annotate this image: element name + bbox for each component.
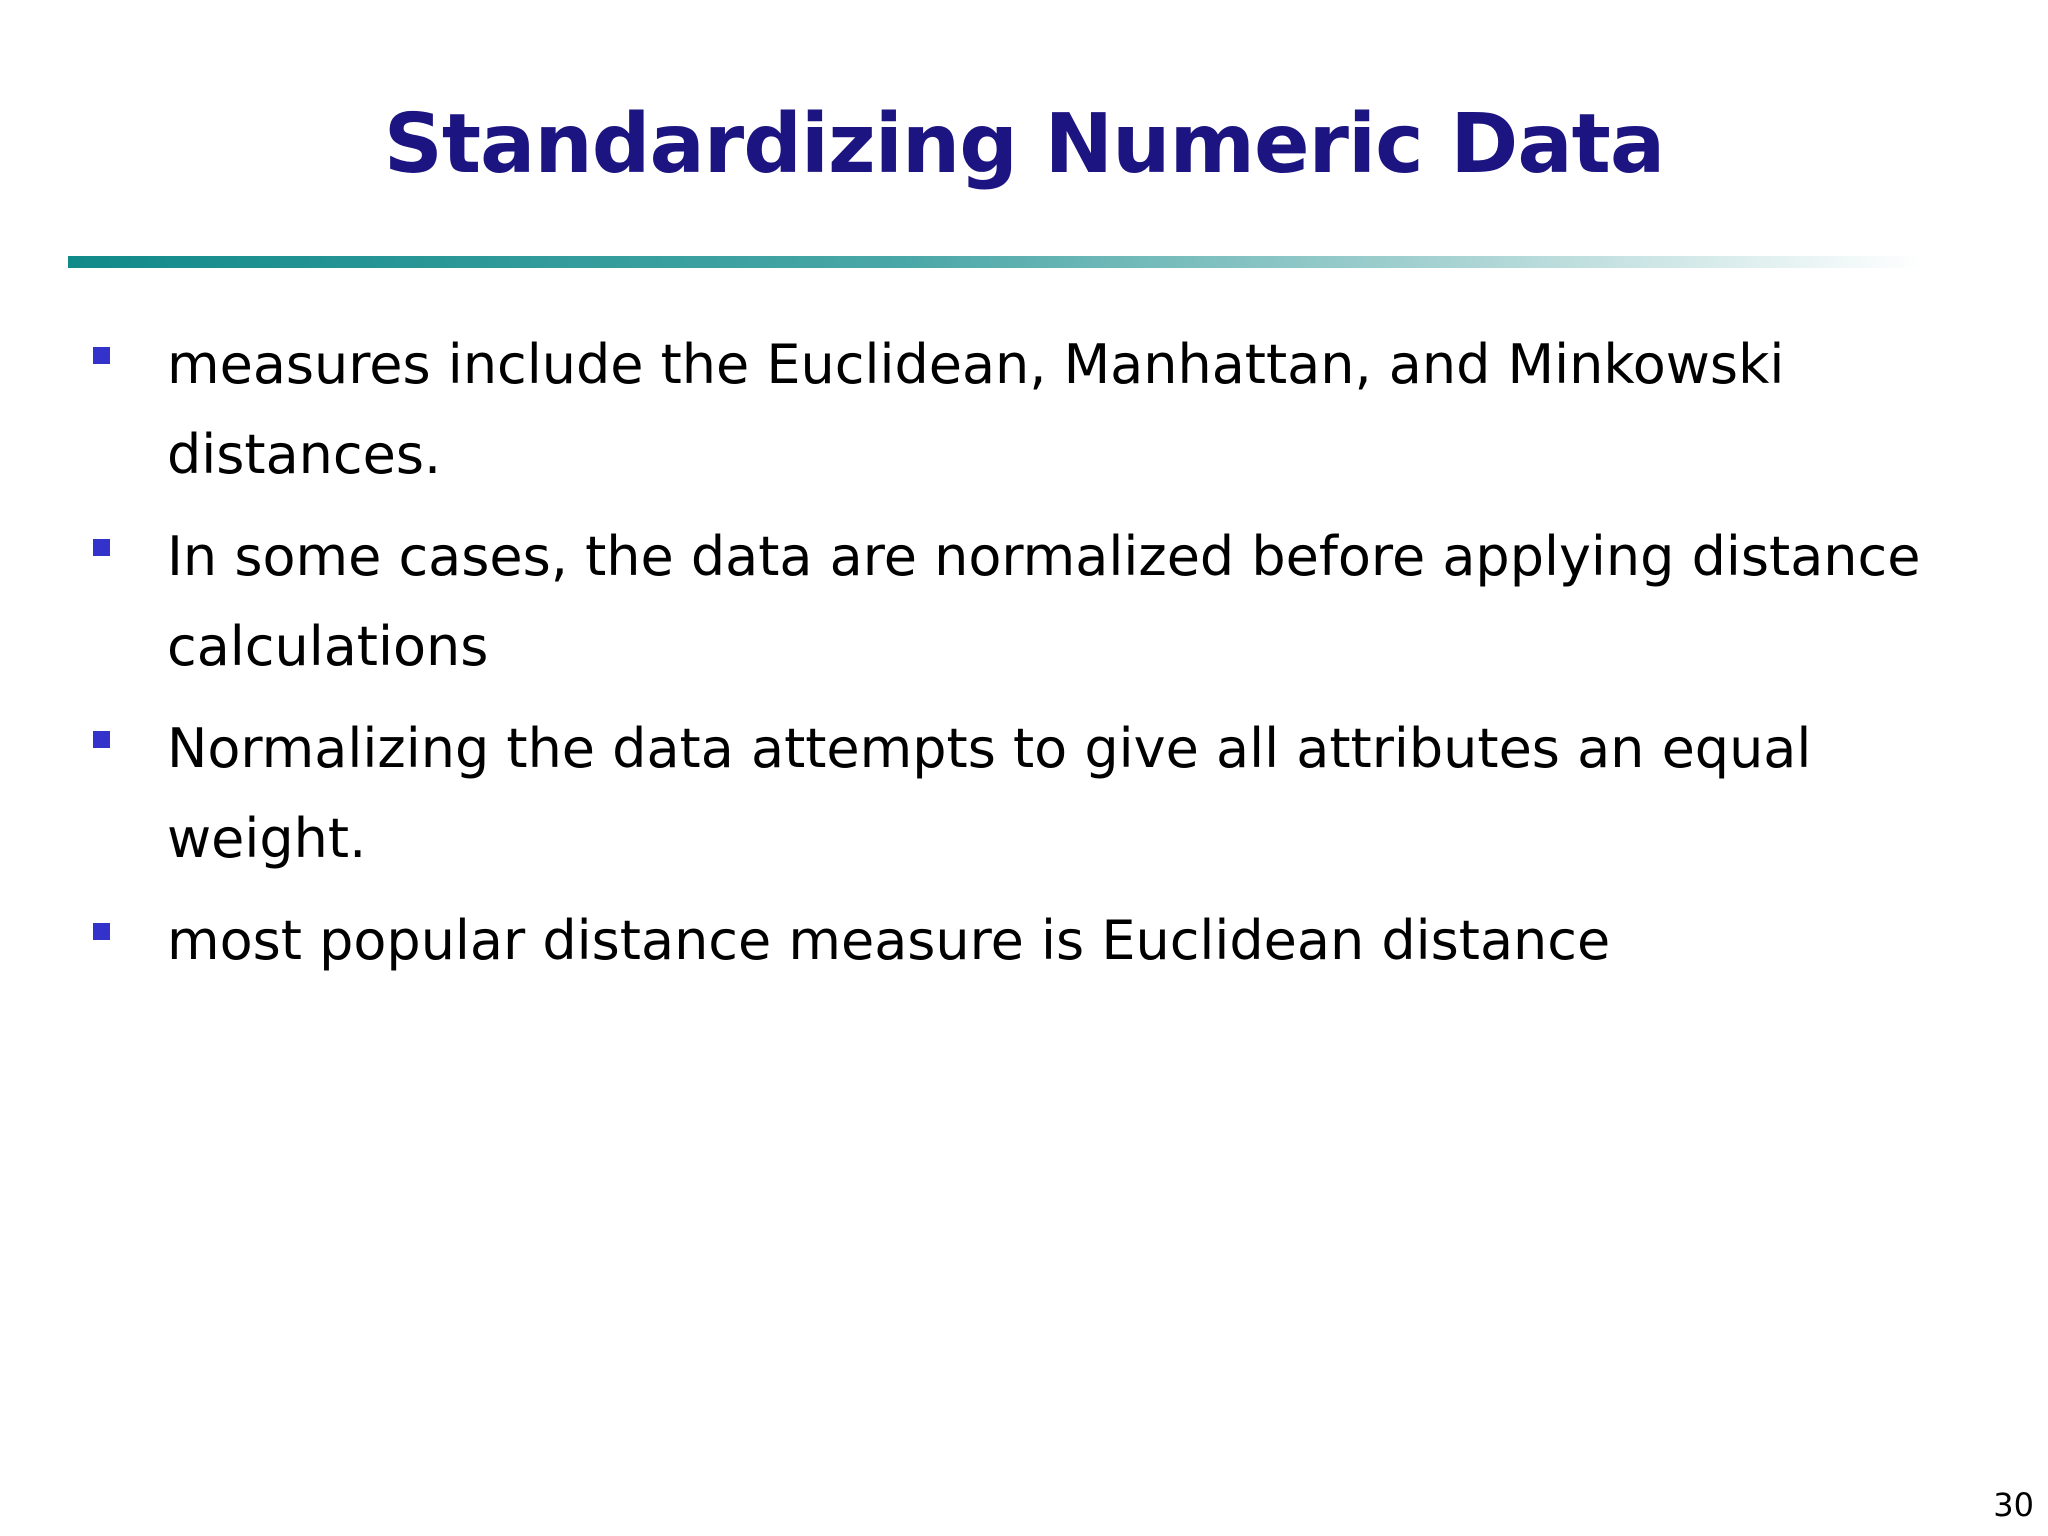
bullet-list	[0, 320, 2048, 998]
square-bullet-icon	[93, 347, 110, 364]
square-bullet-icon	[93, 731, 110, 748]
bullet-item	[0, 896, 2048, 986]
slide-title: Standardizing Numeric Data	[383, 97, 1665, 192]
bullet-text: most popular distance measure is Euclidean distance	[167, 909, 1611, 972]
square-bullet-icon	[93, 539, 110, 556]
bullet-text: In some cases, the data are normalized before applying distance calculations	[167, 525, 1921, 678]
bullet-item	[0, 512, 2048, 692]
square-bullet-icon	[93, 923, 110, 940]
bullet-item	[0, 704, 2048, 884]
title-divider	[68, 256, 1922, 268]
bullet-text: measures include the Euclidean, Manhattan, and Minkowski distances.	[167, 333, 1785, 486]
page-number: 30	[1993, 1486, 2034, 1524]
bullet-text: Normalizing the data attempts to give all attributes an equal weight.	[167, 717, 1812, 870]
bullet-item	[0, 320, 2048, 500]
